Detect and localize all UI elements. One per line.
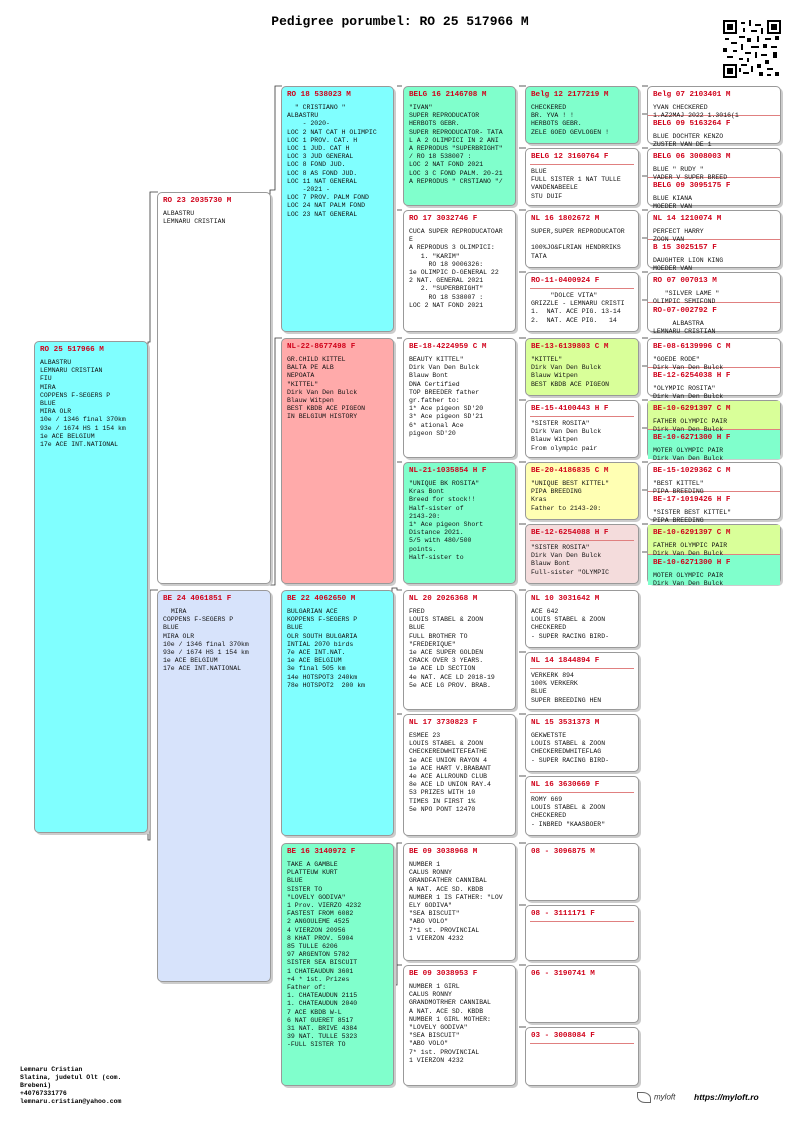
pigeon-details: DAUGHTER LION KING MOEDER VAN	[653, 257, 724, 273]
pigeon-details: GR.CHILD KITTEL BALTA PE ALB NEPOATA "KITTEL" Dirk Van Den Bulck Blauw Witpen BEST KBDB ACE PIGEON IN BELGIUM HISTORY	[287, 356, 366, 421]
pigeon-details: NUMBER 1 GIRL CALUS RONNY GRANDMOTRHER CANNIBAL A NAT. ACE SD. KBDB NUMBER 1 GIRL MOTHER: "LOVELY GODIVA" "SEA BISCUIT" "ABO VOLO" 7* 1st. PROVINCIAL 1 VIERZON 4232	[409, 983, 491, 1064]
pigeon-details: MIRA COPPENS F-SEGERS P BLUE MIRA OLR 10e / 1346 final 370km 93e / 1674 HS 1 154 km 1e ACE BELGIUM 17e ACE INT.NATIONAL	[163, 608, 249, 673]
ring-number: BELG 16 2146708 M	[409, 91, 487, 99]
ring-number: BE-15-4100443 H F	[530, 401, 634, 417]
pigeon-card-gen3	[403, 210, 516, 332]
pigeon-card-gen5	[647, 148, 781, 211]
pigeon-card-gen4	[525, 524, 639, 584]
pigeon-card-gen5	[647, 338, 781, 401]
ring-number: BE 22 4062650 M	[287, 595, 356, 603]
owner-phone: +40767331776	[20, 1090, 67, 1097]
pigeon-card-gen3	[403, 86, 516, 206]
pigeon-details: YVAN CHECKERED 1.AZ2MAJ 2022 1.3016(1	[653, 104, 739, 120]
ring-number: 08 - 3111171 F	[530, 906, 634, 922]
pigeon-details: "SISTER ROSITA" Dirk Van Den Bulck Blauw Witpen From olympic pair	[531, 420, 602, 452]
ring-number: B 15 3025157 F	[653, 244, 717, 252]
pigeon-details: ESMEE 23 LOUIS STABEL & ZOON CHECKEREDWHITEFEATHE 1e ACE UNION RAYON 4 1e ACE HART V.BRABANT 4e ACE ALLROUND CLUB 8e ACE LD UNION RAY.4 53 PRIZES WITH 10 TIMES IN FIRST 1% 5e NPO PONT 12470	[409, 732, 491, 813]
pigeon-details: ALBASTRA LEMNARU CRISTIAN	[653, 320, 716, 336]
ring-number: NL 16 3630669 F	[530, 777, 634, 793]
pigeon-details: " CRISTIANO " ALBASTRU - 2020- LOC 2 NAT CAT H OLIMPIC LOC 1 PROV. CAT. H LOC 1 JUD. CAT H LOC 3 JUD GENERAL LOC 8 FOND JUD. LOC 8 AS FOND JUD. LOC 11 NAT GENERAL -2021 - LOC 7 PROV. PALM FOND LOC 24 NAT PALM FOND LOC 23 NAT GENERAL	[287, 104, 377, 218]
pigeon-card-gen4	[525, 652, 639, 710]
pigeon-card-gen4	[525, 714, 639, 772]
ring-number: NL 17 3730823 F	[409, 719, 478, 727]
pigeon-card-gen4	[525, 210, 639, 268]
pigeon-card-dam-dam	[281, 843, 394, 1086]
ring-number: BE-15-1029362 C M	[653, 467, 731, 475]
myloft-logo	[637, 1092, 675, 1103]
pigeon-details: GEKWETSTE LOUIS STABEL & ZOON CHECKEREDWHITEFLAG - SUPER RACING BIRD-	[531, 732, 610, 764]
pigeon-card-subject	[34, 341, 148, 833]
page-title: Pedigree porumbel: RO 25 517966 M	[271, 14, 529, 29]
pigeon-details: ACE 642 LOUIS STABEL & ZOON CHECKERED - SUPER RACING BIRD-	[531, 608, 610, 640]
pigeon-details: ROMY 669 LOUIS STABEL & ZOON CHECKERED - INBRED "KAASBOER"	[531, 796, 606, 828]
pigeon-card-gen3	[403, 965, 516, 1086]
ring-number: NL-22-8677498 F	[287, 343, 356, 351]
pigeon-details: SUPER,SUPER REPRODUCATOR 100%JO&FLRIAN HENDRRIKS TATA	[531, 228, 625, 260]
pigeon-details: BLUE KIANA MOEDER VAN	[653, 195, 693, 211]
pigeon-card-gen3	[403, 843, 516, 961]
pigeon-details: VERKERK 894 100% VERKERK BLUE SUPER BREEDING HEN	[531, 672, 602, 704]
ring-number: RO 07 007013 M	[653, 277, 717, 285]
ring-number: BE-08-6139996 C M	[653, 343, 731, 351]
ring-number: NL 15 3531373 M	[531, 719, 600, 727]
pigeon-card-sire-dam	[281, 338, 394, 584]
pigeon-details	[526, 922, 638, 925]
owner-contact	[20, 1066, 121, 1106]
ring-number: BELG 09 5163264 F	[653, 120, 731, 128]
pigeon-card-gen4	[525, 843, 639, 901]
owner-address-line1: Slatina, judetul Olt (com.	[20, 1074, 122, 1081]
logo-text: myloft	[654, 1092, 676, 1102]
pigeon-details: BLUE DOCHTER KENZO ZUSTER VAN DE 1	[653, 133, 724, 149]
pigeon-card-gen4	[525, 590, 639, 648]
pigeon-details: "DOLCE VITA" GRIZZLE - LEMNARU CRISTI 1. NAT. ACE PIG. 13-14 2. NAT. ACE PIG. 14	[531, 292, 625, 324]
pigeon-card-gen4	[525, 338, 639, 396]
ring-number: Belg 12 2177219 M	[531, 91, 609, 99]
pigeon-details: "SISTER BEST KITTEL" PIPA BREEDING	[653, 509, 732, 525]
ring-number: BE-12-6254038 H F	[653, 372, 731, 380]
ring-number: RO 23 2035730 M	[163, 197, 232, 205]
pigeon-details	[526, 980, 638, 983]
owner-name: Lemnaru Cristian	[20, 1066, 83, 1073]
pigeon-card-gen5	[647, 524, 781, 588]
ring-number: BE-10-6291397 C M	[653, 529, 731, 537]
ring-number: 06 - 3190741 M	[531, 970, 595, 978]
pigeon-details: BLUE FULL SISTER 1 NAT TULLE VANDENABEELE STU DUIF	[531, 168, 621, 200]
pigeon-details: "OLYMPIC ROSITA" Dirk Van Den Bulck	[653, 385, 724, 401]
pigeon-details: BEAUTY KITTEL" Dirk Van Den Bulck Blauw Bont DNA Certified TOP BREEDER father gr.father to: 1* Ace pigeon SD'20 3* Ace pigeon SD'21 6* ational Ace pigeon SD'20	[409, 356, 484, 437]
ring-number: BE-10-6291397 C M	[653, 405, 731, 413]
ring-number: BE 09 3038953 F	[409, 970, 478, 978]
ring-number: RO 25 517966 M	[40, 346, 104, 354]
pigeon-details: "SILVER LAME " OLIMPIC SEMIFOND	[653, 290, 720, 306]
pigeon-card-gen4	[525, 86, 639, 144]
pigeon-card-gen3	[403, 590, 516, 710]
pigeon-card-gen3	[403, 714, 516, 836]
ring-number: BE-17-1019426 H F	[653, 496, 731, 504]
ring-number: BELG 06 3008003 M	[653, 153, 731, 161]
pigeon-details: FATHER OLYMPIC PAIR Dirk Van Den Bulck	[653, 418, 728, 434]
pigeon-details: PERFECT HARRY ZOON VAN	[653, 228, 704, 244]
ring-number: RO 18 538023 M	[287, 91, 351, 99]
ring-number: BE-12-6254088 H F	[530, 525, 634, 541]
ring-number: BE-10-6271300 H F	[653, 559, 731, 567]
pigeon-card-dam-sire	[281, 590, 394, 836]
pigeon-card-gen4	[525, 272, 639, 332]
ring-number: RO-11-0400924 F	[530, 273, 634, 289]
pigeon-details: MOTER OLYMPIC PAIR Dirk Van Den Bulck	[653, 447, 724, 463]
ring-number: NL 20 2026368 M	[409, 595, 478, 603]
ring-number: BE 16 3140972 F	[287, 848, 356, 856]
pigeon-details: "UNIQUE BEST KITTEL" PIPA BREEDING Kras Father to 2143-20:	[531, 480, 610, 512]
ring-number: BE-20-4186835 C M	[531, 467, 609, 475]
pigeon-details: CUCA SUPER REPRODUCATOAR E A REPRODUS 3 OLIMPICI: 1. "KARIM" RO 18 9006326: 1e OLIMPIC D-GENERAL 22 2 NAT. GENERAL 2021 2. "SUPERBRIGHT" RO 18 538007 : LOC 2 NAT FOND 2021	[409, 228, 503, 309]
ring-number: NL-21-1035854 H F	[409, 467, 487, 475]
ring-number: BE-10-6271300 H F	[653, 434, 731, 442]
pigeon-card-gen3	[403, 462, 516, 584]
pigeon-card-dam	[157, 590, 271, 982]
pigeon-card-gen3	[403, 338, 516, 458]
pigeon-details: "UNIQUE BK ROSITA" Kras Bont Breed for stock!! Half-sister of 2143-20: 1* Ace pigeon Short Distance 2021. 5/5 with 480/500 points. Half-sister to	[409, 480, 484, 561]
pigeon-card-gen5	[647, 462, 781, 525]
pigeon-details: "KITTEL" Dirk Van Den Bulck Blauw Witpen BEST KBDB ACE PIGEON	[531, 356, 610, 388]
ring-number: BE-13-6139803 C M	[531, 343, 609, 351]
pigeon-card-gen4	[525, 776, 639, 836]
ring-number: NL 14 1210074 M	[653, 215, 722, 223]
site-link[interactable]: https://myloft.ro	[694, 1092, 759, 1102]
ring-number: BELG 12 3160764 F	[530, 149, 634, 165]
pigeon-card-gen4	[525, 148, 639, 206]
ring-number: NL 16 1802672 M	[531, 215, 600, 223]
ring-number: BE 24 4061851 F	[163, 595, 232, 603]
pigeon-details: NUMBER 1 CALUS RONNY GRANDFATHER CANNIBAL A NAT. ACE SD. KBDB NUMBER 1 IS FATHER: "LOV ELY GODIVA" "SEA BISCUIT" "ABO VOLO" 7*1 st. PROVINCIAL 1 VIERZON 4232	[409, 861, 503, 942]
pigeon-details: FRED LOUIS STABEL & ZOON BLUE FULL BROTHER TO "FREDERIQUE" 1e ACE SUPER GOLDEN CRACK OVER 3 YEARS. 1e ACE LD SECTION 4e NAT. ACE LD 2018-19 5e ACE LG PROV. BRAB.	[409, 608, 495, 689]
ring-number: NL 14 1844894 F	[530, 653, 634, 669]
ring-number: Belg 07 2103401 M	[653, 91, 731, 99]
pigeon-card-sire	[157, 192, 271, 584]
owner-address-line2: Brebeni)	[20, 1082, 52, 1089]
pigeon-details: FATHER OLYMPIC PAIR Dirk Van Den Bulck	[653, 542, 728, 558]
ring-number: BE-18-4224959 C M	[409, 343, 487, 351]
pigeon-card-gen4	[525, 1027, 639, 1086]
pigeon-details: "IVAN" SUPER REPRODUCATOR HERBOTS GEBR. SUPER REPRODUCATOR- TATA L A 2 OLIMPICI IN 2 ANI A REPRODUS "SUPERBRIGHT" / RO 18 538007 : LOC 2 NAT FOND 2021 LOC 3 C FOND PALM. 20-21 A REPRODUS " CRSTIANO "/	[409, 104, 503, 185]
pigeon-icon	[637, 1092, 651, 1103]
pigeon-details: "SISTER ROSITA" Dirk Van Den Bulck Blauw Bont Full-sister "OLYMPIC	[531, 544, 610, 576]
owner-email[interactable]: lemnaru.cristian@yahoo.com	[20, 1098, 122, 1105]
pigeon-details	[526, 1044, 638, 1047]
pigeon-details: ALBASTRU LEMNARU CRISTIAN	[163, 210, 226, 226]
pigeon-details: "GOEDE RODE" Dirk Van Den Bulck	[653, 356, 724, 372]
ring-number: BE 09 3038968 M	[409, 848, 478, 856]
ring-number: RO-07-002792 F	[653, 307, 717, 315]
pigeon-details: BLUE " RUDY " VADER V SUPER BREED	[653, 166, 728, 182]
pigeon-card-gen5	[647, 400, 781, 463]
ring-number: 03 - 3008084 F	[530, 1028, 634, 1044]
ring-number: RO 17 3032746 F	[409, 215, 478, 223]
ring-number: NL 10 3031642 M	[531, 595, 600, 603]
pigeon-details: MOTER OLYMPIC PAIR Dirk Van Den Bulck	[653, 572, 724, 588]
ring-number: BELG 09 3095175 F	[653, 182, 731, 190]
pigeon-card-gen5	[647, 210, 781, 273]
pigeon-card-gen4	[525, 400, 639, 458]
pigeon-card-gen4	[525, 965, 639, 1023]
pigeon-details: ALBASTRU LEMNARU CRISTIAN FIU MIRA COPPENS F-SEGERS P BLUE MIRA OLR 10e / 1346 final 370km 93e / 1674 HS 1 154 km 1e ACE BELGIUM 17e ACE INT.NATIONAL	[40, 359, 126, 449]
pigeon-card-gen5	[647, 86, 781, 149]
pigeon-details: CHECKERED BR. YVA ! ! HERBOTS GEBR. ZELE GOED GEVLOGEN !	[531, 104, 610, 136]
pigeon-card-gen4	[525, 905, 639, 961]
pigeon-card-gen4	[525, 462, 639, 520]
pigeon-card-sire-sire	[281, 86, 394, 332]
pigeon-details: "BEST KITTEL" PIPA BREEDING	[653, 480, 704, 496]
pigeon-details	[526, 858, 638, 861]
pigeon-card-gen5	[647, 272, 781, 336]
pigeon-details: BULGARIAN ACE KOPPENS F-SEGERS P BLUE OLR SOUTH BULGARIA INTIAL 2070 birds 7e ACE INT.NAT. 1e ACE BELGIUM 3e final 505 km 14e HOTSPOT3 240km 78e HOTSPOT2 200 km	[287, 608, 366, 689]
ring-number: 08 - 3096875 M	[531, 848, 595, 856]
pigeon-details: TAKE A GAMBLE PLATTEUW KURT BLUE SISTER TO "LOVELY GODIVA" 1 Prov. VIERZO 4232 FASTEST FROM 6082 2 ANGOULEME 4525 4 VIERZON 20956 8 KHAT PROV. 5904 85 TULLE 6206 97 ARGENTON 5782 SISTER SEA BISCUIT 1 CHATEAUDUN 3601 +4 * 1st. Prizes Father of: 1. CHATEAUDUN 2115 1. CHATEAUDUN 2040 7 ACE KBDB W-L 6 NAT GUERET 8517 31 NAT. BRIVE 4384 39 NAT. TULLE 5323 -FULL SISTER TO	[287, 861, 362, 1049]
